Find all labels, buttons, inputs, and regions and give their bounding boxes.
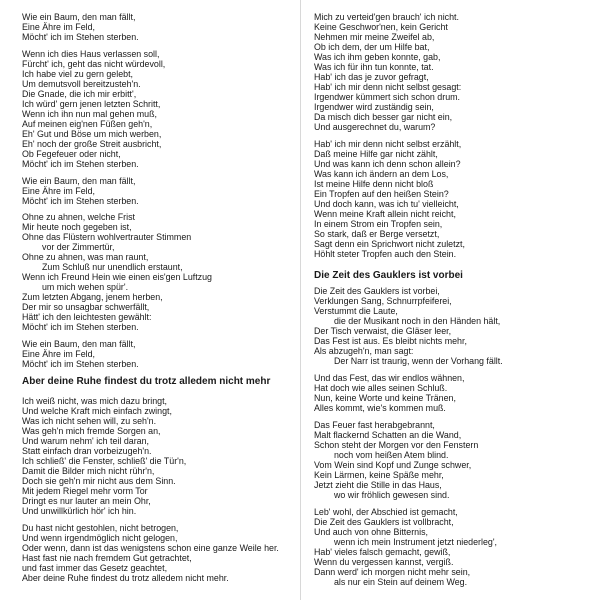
- lyric-line: Und das Fest, das wir endlos wähnen,: [314, 373, 465, 383]
- lyric-line: Doch sie geh'n mir nicht aus dem Sinn.: [22, 476, 176, 486]
- lyric-line: Und unwillkürlich hör' ich hin.: [22, 506, 137, 516]
- lyric-line: Möcht' ich im Stehen sterben.: [22, 159, 139, 169]
- lyric-line: als nur ein Stein auf deinem Weg.: [334, 577, 468, 587]
- lyric-line: Hab' ich das je zuvor gefragt,: [314, 72, 429, 82]
- lyric-line: Das Feuer fast herabgebrannt,: [314, 420, 435, 430]
- lyric-line: Ist meine Hilfe denn nicht bloß: [314, 179, 434, 189]
- lyric-line: Zum letzten Abgang, jenem herben,: [22, 292, 163, 302]
- lyric-line: Dringt es nur lauter an mein Ohr,: [22, 496, 151, 506]
- lyric-line: Die Zeit des Gauklers ist vorbei,: [314, 286, 440, 296]
- lyric-line: die der Musikant noch in den Händen hält,: [334, 316, 501, 326]
- lyric-line: noch vom heißen Atem blind.: [334, 450, 449, 460]
- lyric-line: Eh' noch der große Streit ausbricht,: [22, 139, 162, 149]
- lyric-line: Statt einfach dran vorbeizugeh'n.: [22, 446, 152, 456]
- lyric-line: Eine Ähre im Feld,: [22, 349, 96, 359]
- lyric-line: Wenn meine Kraft allein nicht reicht,: [314, 209, 456, 219]
- lyric-line: Da misch dich besser gar nicht ein,: [314, 112, 453, 122]
- column-divider: [300, 0, 301, 600]
- lyric-line: Verklungen Sang, Schnurrpfeiferei,: [314, 296, 452, 306]
- lyric-line: Ein Tropfen auf den heißen Stein?: [314, 189, 449, 199]
- lyric-line: Was geh'n mich fremde Sorgen an,: [22, 426, 161, 436]
- lyric-line: Ohne zu ahnen, welche Frist: [22, 212, 135, 222]
- lyric-line: Vom Wein sind Kopf und Zunge schwer,: [314, 460, 472, 470]
- lyric-line: Keine Geschwor'nen, kein Gericht: [314, 22, 448, 32]
- lyric-line: Hat doch wie alles seinen Schluß.: [314, 383, 448, 393]
- lyric-line: Wie ein Baum, den man fällt,: [22, 176, 136, 186]
- lyric-line: Und warum nehm' ich teil daran,: [22, 436, 149, 446]
- lyric-line: Was ich nicht sehen will, zu seh'n.: [22, 416, 157, 426]
- lyric-line: Was kann ich ändern an dem Los,: [314, 169, 449, 179]
- song-title: Die Zeit des Gauklers ist vorbei: [314, 270, 463, 281]
- lyric-line: Eh' Gut und Böse um mich werben,: [22, 129, 162, 139]
- lyric-line: Ich schließ' die Fenster, schließ' die Tür'n,: [22, 456, 187, 466]
- lyric-line: Schon steht der Morgen vor den Fenstern: [314, 440, 479, 450]
- lyric-line: Was ich ihm geben konnte, gab,: [314, 52, 441, 62]
- lyric-line: und fast immer das Gesetz geachtet,: [22, 563, 168, 573]
- lyric-line: Kein Lärmen, keine Späße mehr,: [314, 470, 444, 480]
- lyric-line: Und auch von ohne Bitternis,: [314, 527, 428, 537]
- lyric-line: Möcht' ich im Stehen sterben.: [22, 196, 139, 206]
- lyric-line: Möcht' ich im Stehen sterben.: [22, 322, 139, 332]
- lyric-line: Alles kommt, wie's kommen muß.: [314, 403, 446, 413]
- lyric-line: Jetzt zieht die Stille in das Haus,: [314, 480, 442, 490]
- lyric-line: Wenn ich dies Haus verlassen soll,: [22, 49, 160, 59]
- lyric-line: Ob ich dem, der um Hilfe bat,: [314, 42, 430, 52]
- lyric-line: Sagt denn ein Sprichwort nicht zuletzt,: [314, 239, 465, 249]
- lyric-line: Um demutsvoll bereitzusteh'n.: [22, 79, 141, 89]
- song-title: Aber deine Ruhe findest du trotz alledem nicht mehr: [22, 376, 271, 387]
- lyric-line: Dann werd' ich morgen nicht mehr sein,: [314, 567, 471, 577]
- lyric-line: Und wenn irgendmöglich nicht gelogen,: [22, 533, 178, 543]
- lyric-line: wo wir fröhlich gewesen sind.: [334, 490, 450, 500]
- lyric-line: Ohne das Flüstern wohlvertrauter Stimmen: [22, 232, 192, 242]
- lyric-line: Hätt' ich den leichtesten gewählt:: [22, 312, 152, 322]
- lyric-line: Höhlt steter Tropfen auch den Stein.: [314, 249, 457, 259]
- lyric-line: Der mir so unsagbar schwerfällt,: [22, 302, 150, 312]
- lyric-line: Hab' ich mir denn nicht selbst gesagt:: [314, 82, 462, 92]
- lyric-line: Leb' wohl, der Abschied ist gemacht,: [314, 507, 458, 517]
- lyric-line: Verstummt die Laute,: [314, 306, 398, 316]
- lyric-line: Zum Schluß nur unendlich erstaunt,: [42, 262, 183, 272]
- lyric-line: Und doch kann, was ich tu' vielleicht,: [314, 199, 459, 209]
- lyric-line: Auf meinen eig'nen Füßen geh'n,: [22, 119, 153, 129]
- lyric-line: Möcht' ich im Stehen sterben.: [22, 359, 139, 369]
- lyric-line: vor der Zimmertür,: [42, 242, 115, 252]
- lyric-line: Damit die Bilder mich nicht rühr'n,: [22, 466, 155, 476]
- lyric-line: Ich würd' gern jenen letzten Schritt,: [22, 99, 161, 109]
- lyric-line: Wenn ich ihn nun mal gehen muß,: [22, 109, 158, 119]
- lyric-line: Die Zeit des Gauklers ist vollbracht,: [314, 517, 454, 527]
- lyric-line: Und was kann ich denn schon allein?: [314, 159, 461, 169]
- lyric-line: Aber deine Ruhe findest du trotz alledem nicht mehr.: [22, 573, 229, 583]
- lyric-line: Hast fast nie nach fremdem Gut getrachtet,: [22, 553, 192, 563]
- lyric-line: Der Narr ist traurig, wenn der Vorhang fällt.: [334, 356, 503, 366]
- lyric-line: Ohne zu ahnen, was man raunt,: [22, 252, 149, 262]
- lyric-line: Wie ein Baum, den man fällt,: [22, 339, 136, 349]
- lyric-line: Mir heute noch gegeben ist,: [22, 222, 132, 232]
- lyric-line: Ich weiß nicht, was mich dazu bringt,: [22, 396, 168, 406]
- lyric-line: Der Tisch verwaist, die Gläser leer,: [314, 326, 452, 336]
- lyric-line: Malt flackernd Schatten an die Wand,: [314, 430, 462, 440]
- lyric-line: Möcht' ich im Stehen sterben.: [22, 32, 139, 42]
- lyric-line: Und welche Kraft mich einfach zwingt,: [22, 406, 172, 416]
- lyric-line: Und ausgerechnet du, warum?: [314, 122, 436, 132]
- lyric-line: Irgendwer kümmert sich schon drum.: [314, 92, 460, 102]
- lyric-line: Hab' vieles falsch gemacht, gewiß,: [314, 547, 451, 557]
- lyric-line: Fürcht' ich, geht das nicht würdevoll,: [22, 59, 166, 69]
- lyric-line: Nehmen mir meine Zweifel ab,: [314, 32, 435, 42]
- lyric-line: Mich zu verteid'gen brauch' ich nicht.: [314, 12, 459, 22]
- lyric-line: Wie ein Baum, den man fällt,: [22, 12, 136, 22]
- lyric-line: Irgendwer wird zuständig sein,: [314, 102, 434, 112]
- lyric-line: Ob Fegefeuer oder nicht,: [22, 149, 121, 159]
- lyric-line: Nun, keine Worte und keine Tränen,: [314, 393, 456, 403]
- lyric-line: Du hast nicht gestohlen, nicht betrogen,: [22, 523, 179, 533]
- lyric-line: Was ich für ihn tun konnte, tat.: [314, 62, 434, 72]
- lyric-line: Mit jedem Riegel mehr vorm Tor: [22, 486, 148, 496]
- lyric-line: Das Fest ist aus. Es bleibt nichts mehr,: [314, 336, 467, 346]
- lyric-line: wenn ich mein Instrument jetzt niederleg',: [334, 537, 498, 547]
- lyric-line: um mich wehen spür'.: [42, 282, 129, 292]
- lyric-line: Die Gnade, die ich mir erbitt',: [22, 89, 137, 99]
- lyric-line: Wenn du vergessen kannst, vergiß.: [314, 557, 454, 567]
- lyric-line: Eine Ähre im Feld,: [22, 22, 96, 32]
- lyric-line: Daß meine Hilfe gar nicht zählt,: [314, 149, 438, 159]
- lyric-line: Oder wenn, dann ist das wenigstens schon eine ganze Weile her.: [22, 543, 279, 553]
- lyric-line: Eine Ähre im Feld,: [22, 186, 96, 196]
- lyric-line: Als abzugeh'n, man sagt:: [314, 346, 414, 356]
- lyric-line: Hab' ich mir denn nicht selbst erzählt,: [314, 139, 462, 149]
- lyric-line: Ich habe viel zu gern gelebt,: [22, 69, 134, 79]
- lyric-line: So stark, daß er Berge versetzt,: [314, 229, 440, 239]
- lyric-line: In einem Strom ein Tropfen sein,: [314, 219, 443, 229]
- lyric-line: Wenn ich Freund Hein wie einen eis'gen Luftzug: [22, 272, 212, 282]
